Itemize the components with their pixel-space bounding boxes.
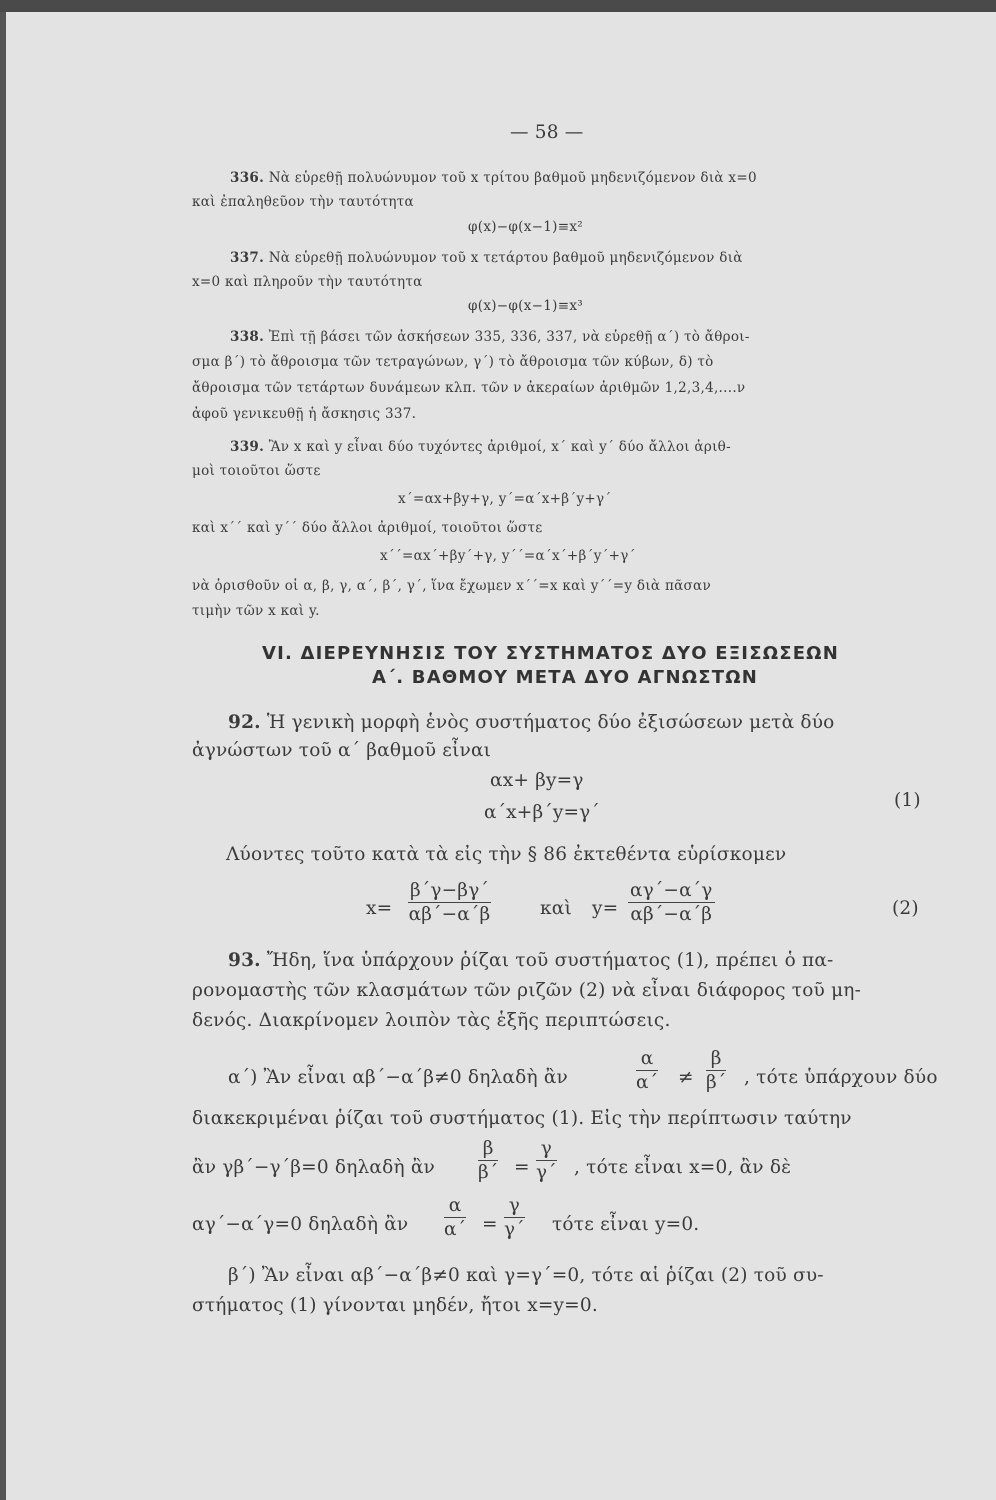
case-b-text: ἂν γβ΄−γ΄β=0 δηλαδὴ ἂν: [192, 1157, 435, 1178]
exercise-339-line-3: καὶ x΄΄ καὶ y΄΄ δύο ἄλλοι ἀριθμοί, τοιοῦτοι ὥστε: [192, 520, 543, 536]
system-equation-1: αx+ βy=γ: [490, 770, 584, 791]
denominator: β΄: [478, 1162, 499, 1183]
paragraph-93-line-5: διακεκριμέναι ῥίζαι τοῦ συστήματος (1). Εἰς τὴν περίπτωσιν ταύτην: [192, 1108, 852, 1129]
exercise-338-line-1: [230, 329, 750, 345]
numerator: α: [444, 1195, 466, 1218]
equals-sign: =: [514, 1157, 530, 1178]
case-b-fraction-1: [478, 1138, 498, 1183]
numerator: β: [478, 1138, 498, 1161]
case-b-fraction-2: [536, 1138, 557, 1183]
denominator: γ΄: [504, 1219, 525, 1240]
x-fraction: [408, 880, 491, 925]
page-number: — 58 —: [510, 122, 584, 143]
exercise-text: Ἐπὶ τῇ βάσει τῶν ἀσκήσεων 335, 336, 337, νὰ εὑρεθῇ α΄) τὸ ἄθροι-: [268, 329, 750, 345]
case-c-text: αγ΄−α΄γ=0 δηλαδὴ ἂν: [192, 1214, 409, 1235]
paragraph-92-line-2: ἀγνώστων τοῦ α΄ βαθμοῦ εἶναι: [192, 740, 492, 761]
exercise-338-line-4: ἀφοῦ γενικευθῇ ἡ ἄσκησις 337.: [192, 406, 417, 422]
denominator: β΄: [706, 1072, 727, 1093]
x-denominator: αβ΄−α΄β: [408, 904, 491, 925]
case-a-text: α΄) Ἂν εἶναι αβ΄−α΄β≠0 δηλαδὴ ἂν: [228, 1067, 568, 1088]
x-equals: x=: [366, 898, 393, 919]
scan-border-top: [0, 0, 996, 12]
paragraph-text: Ἡ γενικὴ μορφὴ ἑνὸς συστήματος δύο ἐξισώσεων μετὰ δύο: [266, 712, 835, 733]
case-a-fraction-1: [636, 1048, 658, 1093]
y-denominator: αβ΄−α΄β: [630, 904, 713, 925]
exercise-336-line-1: [230, 170, 757, 186]
case-c-fraction-2: [504, 1195, 525, 1240]
exercise-number: 336.: [230, 170, 265, 186]
exercise-339-line-4: νὰ ὁρισθοῦν οἱ α, β, γ, α΄, β΄, γ΄, ἵνα ἔχωμεν x΄΄=x καὶ y΄΄=y διὰ πᾶσαν: [192, 578, 711, 594]
case-b-text-end: , τότε εἶναι x=0, ἂν δὲ: [574, 1157, 792, 1178]
case-c-fraction-1: [444, 1195, 466, 1240]
system-equation-2: α΄x+β΄y=γ΄: [484, 802, 600, 823]
exercise-text: Νὰ εὑρεθῇ πολυώνυμον τοῦ x τετάρτου βαθμοῦ μηδενιζόμενον διὰ: [268, 250, 743, 266]
exercise-337-line-2: x=0 καὶ πληροῦν τὴν ταυτότητα: [192, 274, 423, 290]
paragraph-number: 92.: [228, 712, 261, 733]
paragraph-text: Ἤδη, ἵνα ὑπάρχουν ῥίζαι τοῦ συστήματος (1), πρέπει ὁ πα-: [266, 950, 834, 971]
denominator: α΄: [444, 1219, 467, 1240]
paragraph-93-line-1: [228, 950, 834, 971]
not-equal-sign: ≠: [678, 1067, 694, 1088]
paragraph-93-line-2: ρονομαστὴς τῶν κλασμάτων τῶν ριζῶν (2) νὰ εἶναι διάφορος τοῦ μη-: [192, 980, 862, 1001]
equals-sign: =: [482, 1214, 498, 1235]
y-numerator: αγ΄−α΄γ: [630, 880, 713, 901]
denominator: γ΄: [536, 1162, 557, 1183]
exercise-337-line-1: [230, 250, 743, 266]
paragraph-93-line-3: δενός. Διακρίνομεν λοιπὸν τὰς ἑξῆς περιπτώσεις.: [192, 1010, 671, 1031]
exercise-338-line-2: σμα β΄) τὸ ἄθροισμα τῶν τετραγώνων, γ΄) τὸ ἄθροισμα τῶν κύβων, δ) τὸ: [192, 354, 714, 370]
paragraph-number: 93.: [228, 950, 261, 971]
y-equals: y=: [592, 898, 619, 919]
section-heading-line-2: Α΄. ΒΑΘΜΟΥ ΜΕΤΑ ΔΥΟ ΑΓΝΩΣΤΩΝ: [372, 667, 758, 688]
case-a-fraction-2: [706, 1048, 726, 1093]
section-heading-line-1: VI. ΔΙΕΡΕΥΝΗΣΙΣ ΤΟΥ ΣΥΣΤΗΜΑΤΟΣ ΔΥΟ ΕΞΙΣΩΣΕΩΝ: [262, 643, 839, 664]
exercise-number: 338.: [230, 329, 265, 345]
case-c-text-end: τότε εἶναι y=0.: [552, 1214, 700, 1235]
numerator: β: [706, 1048, 726, 1071]
exercise-336-line-2: καὶ ἐπαληθεῦον τὴν ταυτότητα: [192, 194, 414, 210]
exercise-339-formula-1: x΄=αx+βy+γ, y΄=α΄x+β΄y+γ΄: [398, 491, 612, 507]
exercise-339-line-1: [230, 439, 731, 455]
equation-label-1: (1): [894, 790, 921, 811]
paragraph-92-line-1: [228, 712, 835, 733]
equation-label-2: (2): [892, 898, 919, 919]
exercise-338-line-3: ἄθροισμα τῶν τετάρτων δυνάμεων κλπ. τῶν ν ἀκεραίων ἀριθμῶν 1,2,3,4,....ν: [192, 380, 746, 396]
numerator: γ: [504, 1195, 525, 1218]
case-a-text-end: , τότε ὑπάρχουν δύο: [744, 1067, 938, 1088]
exercise-number: 339.: [230, 439, 265, 455]
exercise-text: Νὰ εὑρεθῇ πολυώνυμον τοῦ x τρίτου βαθμοῦ μηδενιζόμενον διὰ x=0: [268, 170, 757, 186]
exercise-text: Ἂν x καὶ y εἶναι δύο τυχόντες ἀριθμοί, x΄ καὶ y΄ δύο ἄλλοι ἀριθ-: [268, 439, 731, 455]
exercise-337-formula: φ(x)−φ(x−1)≡x³: [468, 298, 583, 314]
case-b2-line-2: στήματος (1) γίνονται μηδέν, ἤτοι x=y=0.: [192, 1295, 598, 1316]
denominator: α΄: [636, 1072, 659, 1093]
exercise-339-formula-2: x΄΄=αx΄+βy΄+γ, y΄΄=α΄x΄+β΄y΄+γ΄: [380, 548, 636, 564]
exercise-339-line-5: τιμὴν τῶν x καὶ y.: [192, 603, 320, 619]
exercise-336-formula: φ(x)−φ(x−1)≡x²: [468, 219, 583, 235]
exercise-339-line-2: μοὶ τοιοῦτοι ὥστε: [192, 463, 321, 479]
case-b2-line-1: β΄) Ἂν εἶναι αβ΄−α΄β≠0 καὶ γ=γ΄=0, τότε αἱ ῥίζαι (2) τοῦ συ-: [228, 1265, 824, 1286]
y-fraction: [628, 880, 715, 925]
x-numerator: β΄γ−βγ΄: [410, 880, 489, 901]
numerator: γ: [536, 1138, 557, 1161]
paragraph-92-line-3: Λύοντες τοῦτο κατὰ τὰ εἰς τὴν § 86 ἐκτεθέντα εὑρίσκομεν: [226, 844, 787, 865]
and-word: καὶ: [540, 898, 572, 919]
numerator: α: [636, 1048, 658, 1071]
exercise-number: 337.: [230, 250, 265, 266]
